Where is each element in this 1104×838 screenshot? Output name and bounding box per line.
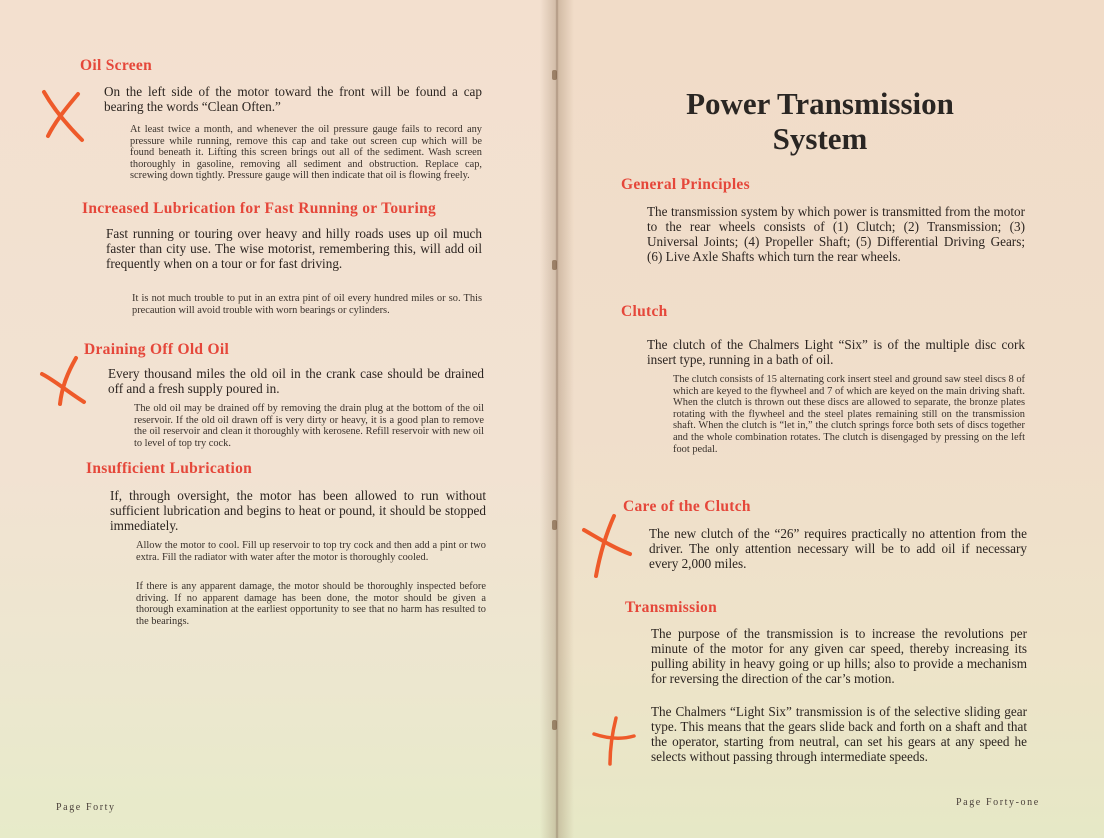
- heading-care-of-the-clutch: Care of the Clutch: [623, 498, 751, 515]
- heading-draining-off-old-oil: Draining Off Old Oil: [84, 341, 230, 358]
- clutch-note: The clutch consists of 15 alternating cork insert steel and ground saw steel discs 8 of which are keyed to the flywheel and 7 of which are keyed on the main driving shaft. When the clutch is thrown out these discs are allowed to separate, the bronze plates rotating with the flywheel and the steel plates remaining still on the transmission shaft. When the clutch is “let in,” the clutch springs force both sets of discs together and the whole combination rotates. The clutch is disengaged by pressing on the left foot pedal.: [673, 374, 1025, 455]
- handwritten-x-mark-icon: [578, 510, 634, 580]
- handwritten-x-mark-icon: [30, 86, 92, 146]
- chapter-title-line-1: Power Transmission: [686, 86, 954, 121]
- transmission-lead-2: The Chalmers “Light Six” transmission is of the selective sliding gear type. This means that the gears slide back and forth on a shaft and that the operator, starting from neutral, can set his gears at any speed he selects without passing through intermediate speeds.: [651, 704, 1027, 764]
- insufficient-lead: If, through oversight, the motor has been allowed to run without sufficient lubrication and begins to heat or pound, it should be stopped immediately.: [110, 488, 486, 533]
- heading-increased-lubrication: Increased Lubrication for Fast Running or Touring: [82, 200, 437, 217]
- transmission-lead: The purpose of the transmission is to increase the revolutions per minute of the motor for any given car speed, thereby increasing its pulling ability in heavy going or up hills; also to provide a mechanism for reversing the direction of the car’s motion.: [651, 626, 1027, 686]
- heading-clutch: Clutch: [621, 303, 668, 320]
- binding-stitch: [552, 260, 557, 270]
- clutch-lead: The clutch of the Chalmers Light “Six” is of the multiple disc cork insert type, running in a bath of oil.: [647, 337, 1025, 367]
- heading-insufficient-lubrication: Insufficient Lubrication: [86, 460, 253, 477]
- handwritten-x-mark-icon: [34, 352, 90, 408]
- oil-screen-lead: On the left side of the motor toward the front will be found a cap bearing the words “Clean Often.”: [104, 84, 482, 114]
- general-lead: The transmission system by which power is transmitted from the motor to the rear wheels consists of (1) Clutch; (2) Transmission; (3) Universal Joints; (4) Propeller Shaft; (5) Differential Driving Gears; (6) Live Axle Shafts which turn the rear wheels.: [647, 204, 1025, 264]
- oil-screen-note: At least twice a month, and whenever the oil pressure gauge fails to record any pressure while running, remove this cap and take out screen cup which will be found beneath it. Lifting this screen brings out all of the sediment. Wash screen thoroughly in gasoline, removing all sediment and obstruction. Replace cap, screwing down tightly. Pressure gauge will then indicate that oil is flowing freely.: [130, 124, 482, 182]
- draining-lead: Every thousand miles the old oil in the crank case should be drained off and a fresh supply poured in.: [108, 366, 484, 396]
- page-number-right: Page Forty-one: [956, 797, 1040, 808]
- handwritten-check-mark-icon: [588, 712, 638, 768]
- chapter-title-line-2: System: [772, 121, 868, 156]
- draining-note: The old oil may be drained off by removing the drain plug at the bottom of the oil reservoir. If the old oil drawn off is very dirty or heavy, it is a good plan to remove the oil reservoir and clean it thoroughly with kerosene. Refill reservoir with new oil to level of top try cock.: [134, 403, 484, 449]
- care-lead: The new clutch of the “26” requires practically no attention from the driver. The only attention necessary will be to add oil if necessary every 2,000 miles.: [649, 526, 1027, 571]
- page-number-left: Page Forty: [56, 802, 116, 813]
- insufficient-note-2: If there is any apparent damage, the motor should be thoroughly inspected before driving. If no apparent damage has been done, the motor should be given a thorough examination at the earliest opportunity to see that no harm has resulted to the bearings.: [136, 581, 486, 627]
- chapter-title: [620, 86, 1020, 156]
- insufficient-note-1: Allow the motor to cool. Fill up reservoir to top try cock and then add a pint or two extra. Fill the radiator with water after the motor is thoroughly cooled.: [136, 540, 486, 563]
- book-gutter: [540, 0, 574, 838]
- binding-stitch: [552, 720, 557, 730]
- binding-stitch: [552, 70, 557, 80]
- increased-lubrication-lead: Fast running or touring over heavy and hilly roads uses up oil much faster than city use. The wise motorist, remembering this, will add oil frequently when on a tour or for fast driving.: [106, 226, 482, 271]
- increased-lubrication-note: It is not much trouble to put in an extra pint of oil every hundred miles or so. This precaution will avoid trouble with worn bearings or cylinders.: [132, 293, 482, 316]
- heading-general-principles: General Principles: [621, 176, 750, 193]
- heading-transmission: Transmission: [625, 599, 718, 616]
- binding-stitch: [552, 520, 557, 530]
- heading-oil-screen: Oil Screen: [80, 57, 153, 74]
